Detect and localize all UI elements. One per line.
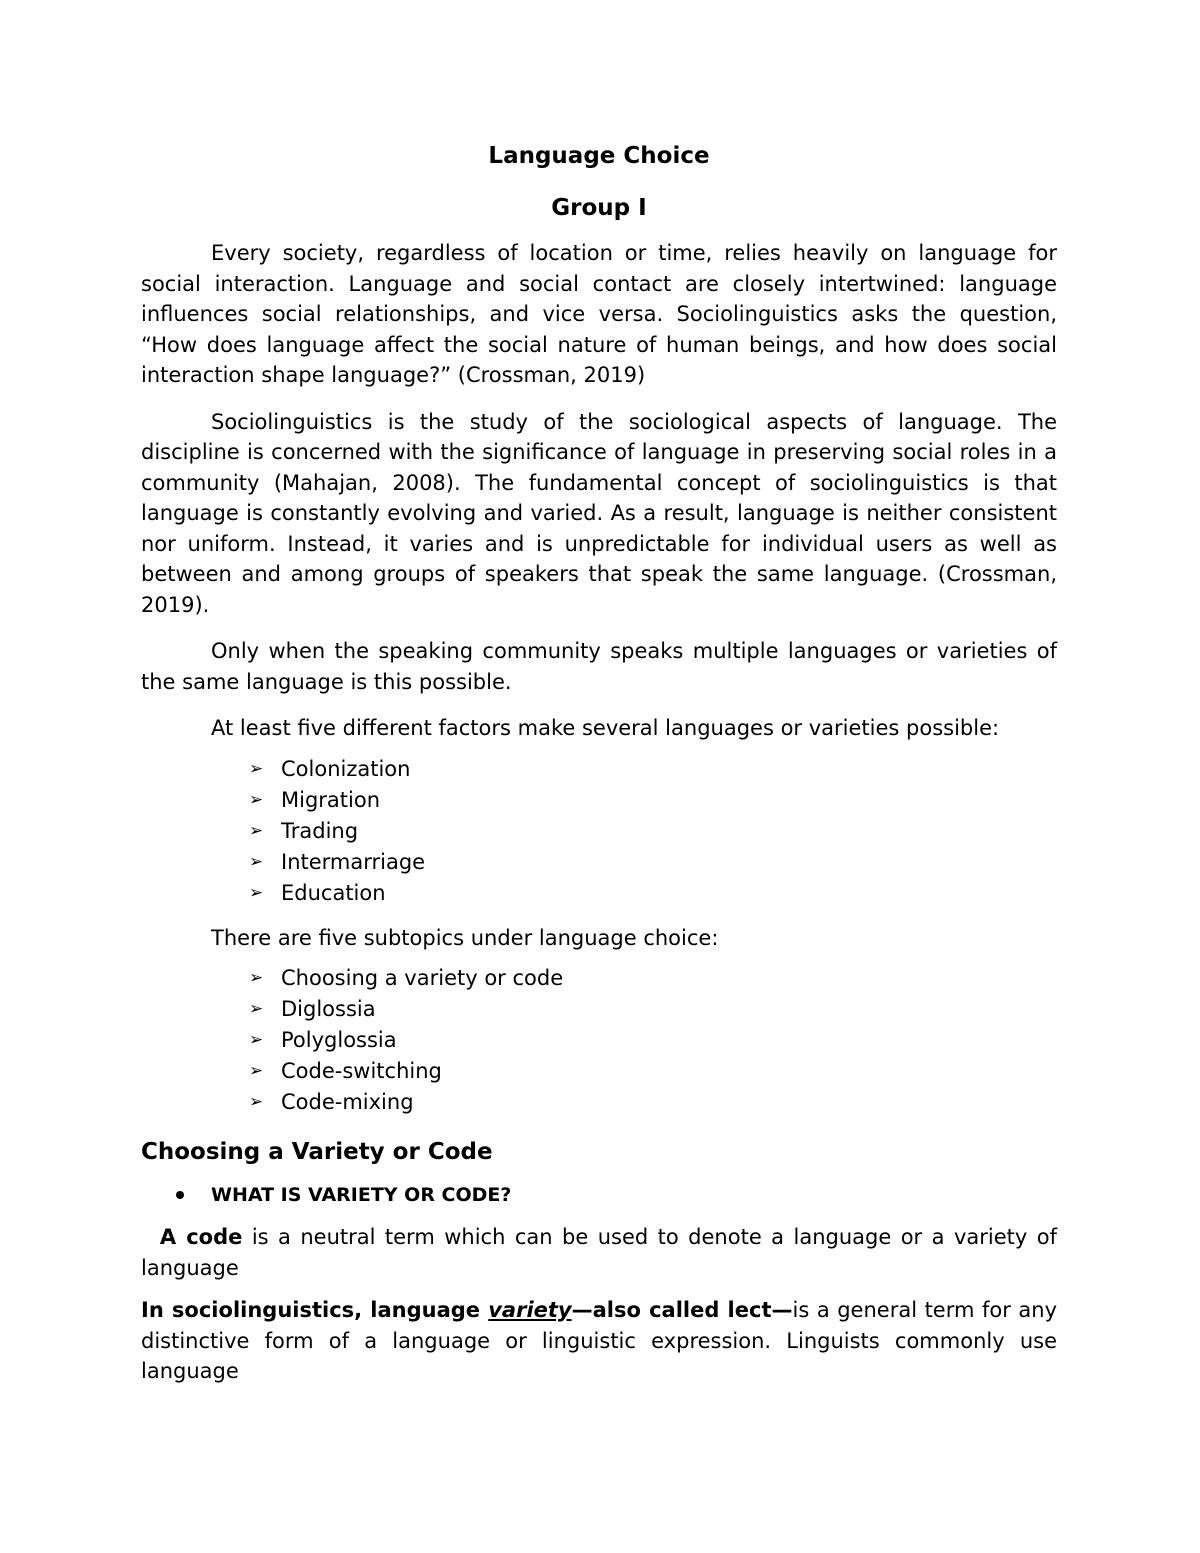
arrow-bullet-icon: ➢ [249,789,264,810]
section-heading: Choosing a Variety or Code [141,1139,493,1165]
arrow-bullet-icon: ➢ [249,882,264,903]
list-item: ➢ Code-mixing [249,1087,1057,1118]
list-item: ➢ Education [249,878,1057,909]
factors-list [141,754,1057,909]
bullet-question [176,1178,1057,1212]
arrow-bullet-icon: ➢ [249,1030,264,1050]
arrow-bullet-icon: ➢ [249,968,264,988]
list-item: ➢ Code-switching [249,1056,1057,1087]
arrow-bullet-icon: ➢ [249,851,264,872]
bullet-question-text: WHAT IS VARIETY OR CODE? [211,1184,512,1206]
paragraph-speaking-community: Only when the speaking community speaks multiple languages or varieties of the same language is this possible. [141,639,1057,694]
bullet-dot-icon [176,1191,184,1199]
code-definition [141,1222,1057,1283]
list-item: ➢ Choosing a variety or code [249,963,1057,994]
variety-also: —also called lect— [571,1298,793,1322]
arrow-bullet-icon: ➢ [249,999,264,1019]
list-item: ➢ Diglossia [249,994,1057,1025]
arrow-bullet-icon: ➢ [249,758,264,779]
variety-term: variety [488,1298,572,1322]
paragraph-society: Every society, regardless of location or time, relies heavily on language for social interaction. Language and social contact are closely intertwined: language influences social relationships, and vice versa. Sociolinguistics asks the question, “How does language affect the social nature of human beings, and how does social interaction shape language?” (Crossman, 2019) [141,241,1057,387]
document-title: Language Choice [488,143,710,169]
variety-lead: In sociolinguistics, language [141,1298,489,1322]
document-subtitle: Group I [551,195,647,221]
arrow-bullet-icon: ➢ [249,1061,264,1081]
code-definition-text: is a neutral term which can be used to denote a language or a variety of language [141,1225,1057,1280]
arrow-bullet-icon: ➢ [249,820,264,841]
paragraph-sociolinguistics: Sociolinguistics is the study of the sociological aspects of language. The discipline is concerned with the significance of language in preserving social roles in a community (Mahajan, 2008). The fundamental concept of sociolinguistics is that language is constantly evolving and varied. As a result, language is neither consistent nor uniform. Instead, it varies and is unpredictable for individual users as well as between and among groups of speakers that speak the same language. (Crossman, 2019). [141,409,1057,617]
factors-intro: At least five different factors make several languages or varieties possible: [211,716,1000,740]
list-item: ➢ Trading [249,816,1057,847]
subtopics-intro: There are five subtopics under language choice: [211,925,719,950]
variety-definition [141,1295,1057,1387]
code-term: A code [159,1225,243,1249]
subtopics-list [141,963,1057,1118]
list-item: ➢ Colonization [249,754,1057,785]
list-item: ➢ Intermarriage [249,847,1057,878]
list-item: ➢ Polyglossia [249,1025,1057,1056]
variety-rest: is a general term for any distinctive form of a language or linguistic expression. Linguists commonly use language [141,1298,1058,1383]
arrow-bullet-icon: ➢ [249,1092,264,1112]
document-page [141,140,1057,1387]
list-item: ➢ Migration [249,785,1057,816]
